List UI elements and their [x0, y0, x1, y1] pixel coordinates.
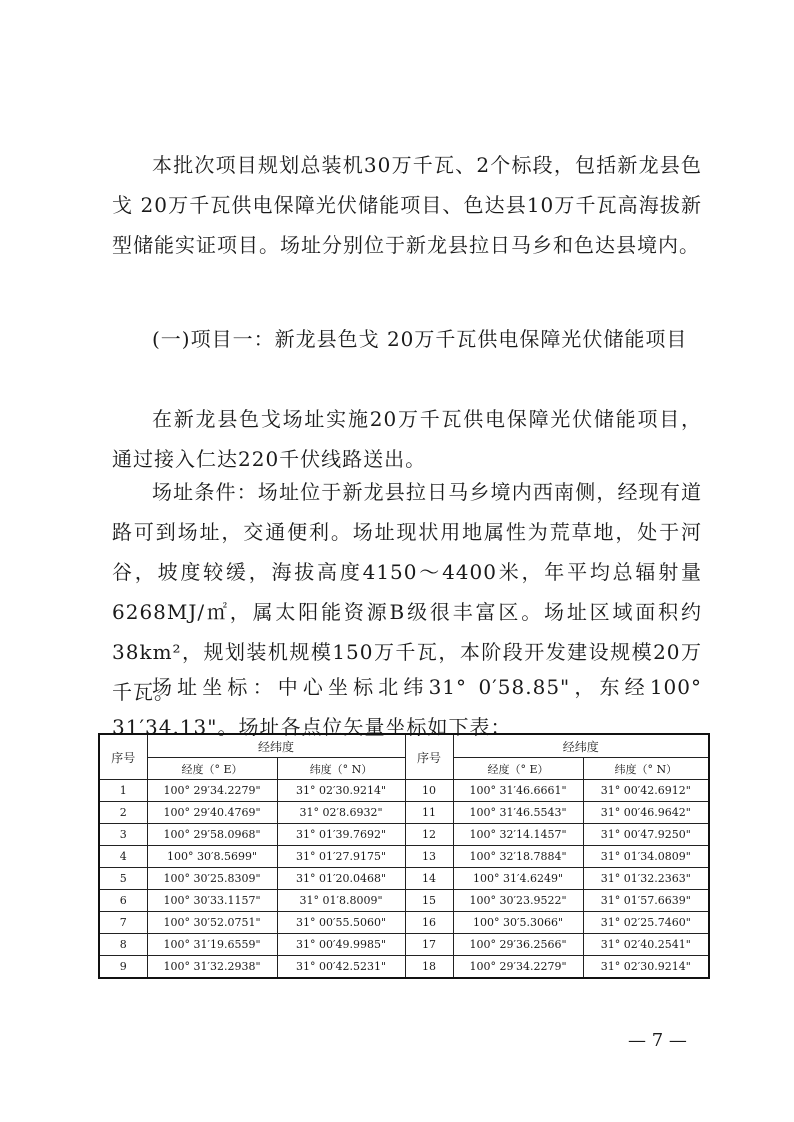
longitude-cell: 100° 30′33.1157": [147, 890, 277, 912]
section-heading-project-one: (一)项目一：新龙县色戈 20万千瓦供电保障光伏储能项目: [152, 327, 688, 351]
latitude-cell: 31° 00′42.6912": [583, 780, 709, 802]
seq-cell: 9: [99, 956, 147, 979]
table-row: [99, 956, 709, 979]
table-row: [99, 824, 709, 846]
seq-cell: 18: [405, 956, 453, 979]
longitude-cell: 100° 29′36.2566": [453, 934, 583, 956]
table-subheader-row: [99, 758, 709, 780]
longitude-header-right: 经度（° E）: [453, 758, 583, 780]
longitude-cell: 100° 29′40.4769": [147, 802, 277, 824]
seq-cell: 10: [405, 780, 453, 802]
longitude-cell: 100° 31′32.2938": [147, 956, 277, 979]
site-coordinates-paragraph: 场址坐标：中心坐标北纬31° 0′58.85"，东经100° 31′34.13"。场址各点位矢量坐标如下表：: [112, 675, 702, 739]
seq-cell: 7: [99, 912, 147, 934]
table-row: [99, 802, 709, 824]
latitude-cell: 31° 01′32.2363": [583, 868, 709, 890]
intro-paragraph: 本批次项目规划总装机30万千瓦、2个标段，包括新龙县色戈 20万千瓦供电保障光伏储能项目、色达县10万千瓦高海拔新型储能实证项目。场址分别位于新龙县拉日马乡和色达县境内。: [112, 153, 702, 257]
longitude-cell: 100° 32′18.7884": [453, 846, 583, 868]
table-body: [99, 780, 709, 979]
latitude-cell: 31° 01′27.9175": [277, 846, 405, 868]
seq-cell: 5: [99, 868, 147, 890]
longitude-cell: 100° 30′52.0751": [147, 912, 277, 934]
page-number: — 7 —: [628, 1030, 687, 1051]
seq-cell: 6: [99, 890, 147, 912]
seq-cell: 11: [405, 802, 453, 824]
seq-cell: 17: [405, 934, 453, 956]
longitude-cell: 100° 31′46.6661": [453, 780, 583, 802]
coordinates-table: [98, 733, 710, 979]
longitude-cell: 100° 30′5.3066": [453, 912, 583, 934]
latitude-cell: 31° 01′34.0809": [583, 846, 709, 868]
seq-header-left: 序号: [99, 734, 147, 780]
table-row: [99, 846, 709, 868]
latitude-cell: 31° 02′8.6932": [277, 802, 405, 824]
latitude-header-left: 纬度（° N）: [277, 758, 405, 780]
latlon-group-header-left: 经纬度: [147, 734, 405, 758]
longitude-cell: 100° 30′8.5699": [147, 846, 277, 868]
longitude-cell: 100° 29′58.0968": [147, 824, 277, 846]
longitude-cell: 100° 31′46.5543": [453, 802, 583, 824]
seq-cell: 15: [405, 890, 453, 912]
latitude-cell: 31° 02′25.7460": [583, 912, 709, 934]
table-row: [99, 934, 709, 956]
latitude-cell: 31° 02′30.9214": [277, 780, 405, 802]
latitude-cell: 31° 00′49.9985": [277, 934, 405, 956]
seq-cell: 3: [99, 824, 147, 846]
seq-cell: 1: [99, 780, 147, 802]
longitude-cell: 100° 29′34.2279": [453, 956, 583, 979]
seq-cell: 16: [405, 912, 453, 934]
latitude-cell: 31° 01′20.0468": [277, 868, 405, 890]
longitude-cell: 100° 29′34.2279": [147, 780, 277, 802]
seq-cell: 12: [405, 824, 453, 846]
site-conditions-paragraph: 场址条件：场址位于新龙县拉日马乡境内西南侧，经现有道路可到场址，交通便利。场址现状用地属性为荒草地，处于河谷，坡度较缓，海拔高度4150～4400米，年平均总辐射量6268MJ/㎡，属太阳能资源B级很丰富区。场址区域面积约38km²，规划装机规模150万千瓦，本阶段开发建设规模20万千瓦。: [112, 480, 702, 704]
project-one-summary: 在新龙县色戈场址实施20万千瓦供电保障光伏储能项目，通过接入仁达220千伏线路送出。: [112, 407, 702, 471]
seq-cell: 8: [99, 934, 147, 956]
latitude-cell: 31° 01′8.8009": [277, 890, 405, 912]
longitude-cell: 100° 31′19.6559": [147, 934, 277, 956]
table-row: [99, 890, 709, 912]
latitude-cell: 31° 00′47.9250": [583, 824, 709, 846]
latitude-cell: 31° 01′57.6639": [583, 890, 709, 912]
latitude-cell: 31° 02′40.2541": [583, 934, 709, 956]
seq-cell: 13: [405, 846, 453, 868]
latlon-group-header-right: 经纬度: [453, 734, 709, 758]
latitude-cell: 31° 00′55.5060": [277, 912, 405, 934]
seq-cell: 14: [405, 868, 453, 890]
table-row: [99, 912, 709, 934]
latitude-cell: 31° 00′42.5231": [277, 956, 405, 979]
longitude-cell: 100° 30′23.9522": [453, 890, 583, 912]
table-header-row: [99, 734, 709, 758]
latitude-cell: 31° 02′30.9214": [583, 956, 709, 979]
table-row: [99, 868, 709, 890]
longitude-header-left: 经度（° E）: [147, 758, 277, 780]
seq-cell: 4: [99, 846, 147, 868]
longitude-cell: 100° 32′14.1457": [453, 824, 583, 846]
seq-header-right: 序号: [405, 734, 453, 780]
latitude-header-right: 纬度（° N）: [583, 758, 709, 780]
table-row: [99, 780, 709, 802]
longitude-cell: 100° 30′25.8309": [147, 868, 277, 890]
seq-cell: 2: [99, 802, 147, 824]
latitude-cell: 31° 01′39.7692": [277, 824, 405, 846]
longitude-cell: 100° 31′4.6249": [453, 868, 583, 890]
latitude-cell: 31° 00′46.9642": [583, 802, 709, 824]
